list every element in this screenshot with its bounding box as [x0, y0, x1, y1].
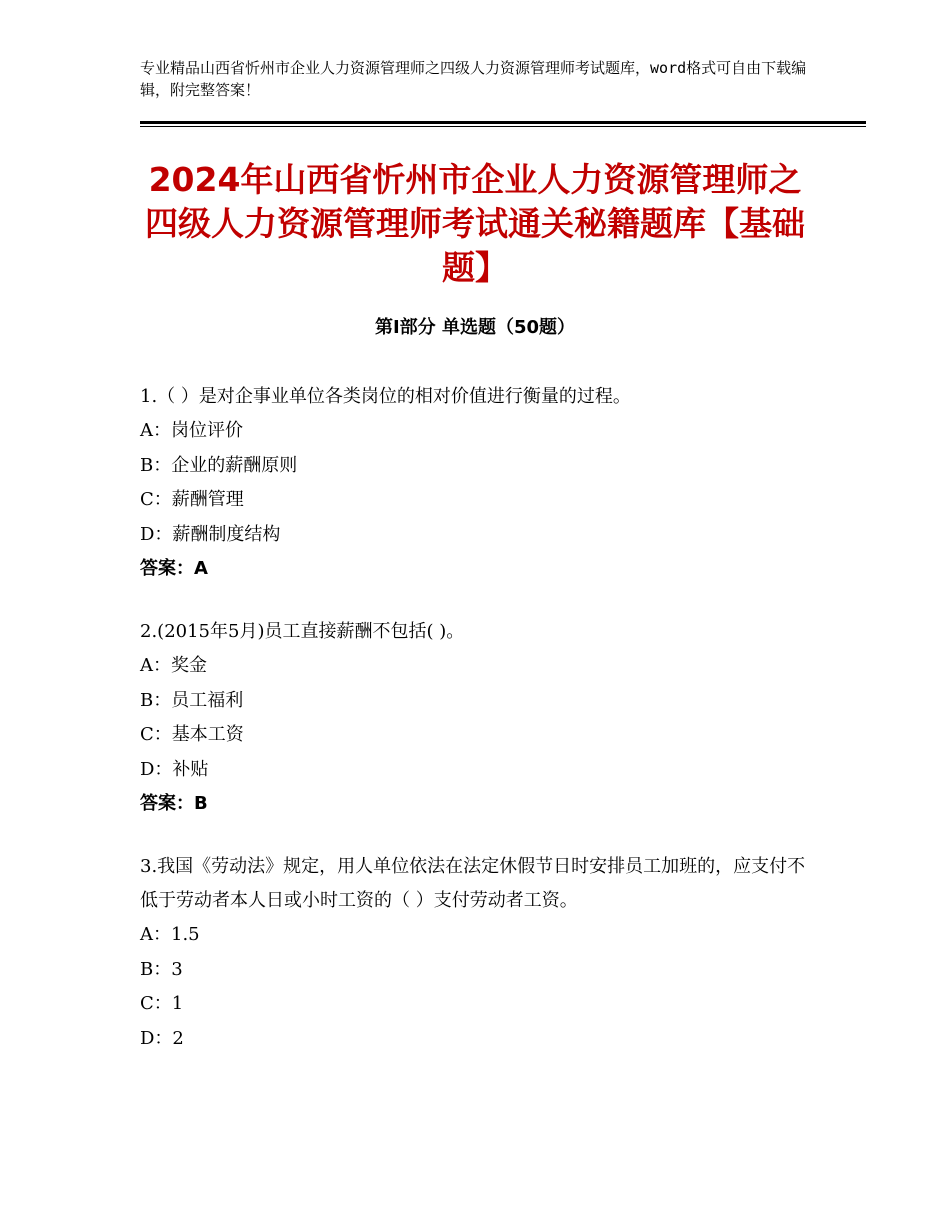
question-1: [140, 380, 810, 586]
question-stem: 2.(2015年5月)员工直接薪酬不包括( )。: [140, 621, 465, 642]
option-d: D：薪酬制度结构: [140, 523, 281, 545]
answer: 答案：A: [140, 558, 208, 579]
option-b: B：员工福利: [140, 689, 244, 711]
option-c: C：1: [140, 993, 184, 1014]
header-note: 专业精品山西省忻州市企业人力资源管理师之四级人力资源管理师考试题库，word格式可自由下载编辑，附完整答案！: [140, 59, 807, 99]
option-d: D：补贴: [140, 758, 209, 780]
question-stem: 1.（ ）是对企事业单位各类岗位的相对价值进行衡量的过程。: [140, 386, 631, 407]
option-c: C：薪酬管理: [140, 489, 244, 510]
option-b: B：企业的薪酬原则: [140, 454, 298, 476]
question-stem: 3.我国《劳动法》规定，用人单位依法在法定休假节日时安排员工加班的，应支付不低于劳动者本人日或小时工资的（ ）支付劳动者工资。: [140, 856, 806, 911]
document-title: 2024年山西省忻州市企业人力资源管理师之四级人力资源管理师考试通关秘籍题库【基础题】: [145, 160, 805, 287]
question-list: [140, 380, 810, 1085]
section-title: 第Ⅰ部分 单选题（50题）: [374, 317, 575, 338]
header-rule-thin: [140, 126, 866, 127]
option-a: A：岗位评价: [140, 420, 243, 441]
question-3: [140, 850, 810, 1056]
question-2: [140, 615, 810, 821]
header-rule-thick: [140, 121, 866, 124]
answer: 答案：B: [140, 793, 208, 814]
option-b: B：3: [140, 958, 183, 980]
option-d: D：2: [140, 1027, 184, 1049]
option-c: C：基本工资: [140, 724, 244, 745]
option-a: A：奖金: [140, 655, 207, 676]
option-a: A：1.5: [140, 924, 200, 945]
